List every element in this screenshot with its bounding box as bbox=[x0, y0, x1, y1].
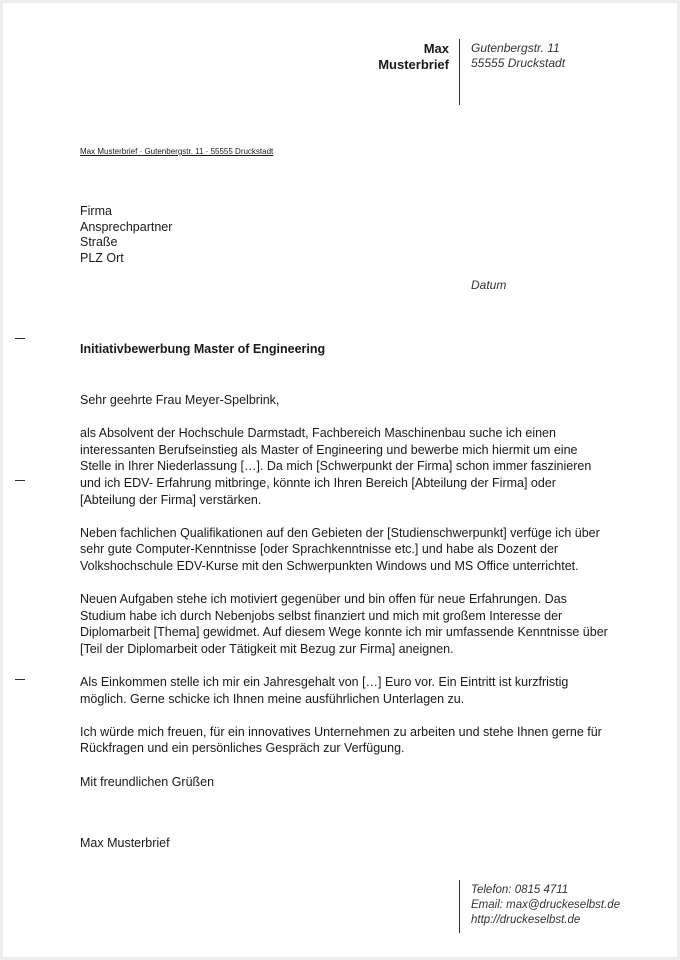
letter-body bbox=[80, 392, 610, 807]
letter-date: Datum bbox=[471, 278, 507, 292]
recipient-city: PLZ Ort bbox=[80, 250, 124, 265]
sender-name bbox=[378, 41, 449, 73]
contact-phone: Telefon: 0815 4711 bbox=[471, 884, 569, 896]
letter-page bbox=[3, 3, 677, 957]
footer-divider bbox=[459, 880, 460, 933]
sender-city: 55555 Druckstadt bbox=[471, 56, 566, 70]
fold-mark-bottom bbox=[15, 679, 25, 680]
body-paragraph: als Absolvent der Hochschule Darmstadt, Fachbereich Maschinenbau suche ich einen interessanten Berufseinstieg als Master of Engineering und bewerbe mich hiermit um eine Stelle in Ihrer Niederlassung […]. Da mich [Schwerpunkt der Firma] schon immer faszinieren und ich EDV- Erfahrung mitbringe, könnte ich Ihren Bereich [Abteilung der Firma] oder [Abteilung der Firma] verstärken. bbox=[80, 426, 592, 507]
contact-email: Email: max@druckeselbst.de bbox=[471, 899, 621, 911]
recipient-contact: Ansprechpartner bbox=[80, 219, 173, 234]
body-paragraph: Neben fachlichen Qualifikationen auf den Gebieten der [Studienschwerpunkt] verfüge ich über sehr gute Computer-Kenntnisse [oder Sprachkenntnisse etc.] und habe als Dozent der Volkshochschule EDV-Kurse mit den Schwerpunkten Windows und MS Office unterrichtet. bbox=[80, 525, 600, 573]
contact-block bbox=[471, 883, 620, 928]
recipient-block bbox=[80, 204, 172, 266]
sender-address bbox=[471, 41, 565, 71]
header-divider bbox=[459, 39, 460, 105]
recipient-street: Straße bbox=[80, 235, 118, 249]
sender-last-name: Musterbrief bbox=[378, 57, 449, 72]
recipient-company: Firma bbox=[80, 204, 112, 218]
letter-subject: Initiativbewerbung Master of Engineering bbox=[80, 342, 326, 356]
salutation: Sehr geehrte Frau Meyer-Spelbrink, bbox=[80, 393, 280, 407]
sender-first-name: Max bbox=[423, 41, 449, 56]
return-address-line: Max Musterbrief · Gutenbergstr. 11 · 55555 Druckstadt bbox=[80, 147, 274, 156]
closing: Mit freundlichen Grüßen bbox=[80, 774, 215, 789]
body-paragraph: Neuen Aufgaben stehe ich motiviert gegenüber und bin offen für neue Erfahrungen. Das Studium habe ich durch Nebenjobs selbst finanziert und mich mit großem Interesse der Diplomarbeit [Thema] gewidmet. Auf diesem Wege konnte ich mir umfassende Kenntnisse über [Teil der Diplomarbeit oder Tätigkeit mit Bezug zur Firma] aneignen. bbox=[80, 592, 608, 656]
fold-mark-top bbox=[15, 338, 25, 339]
body-paragraph: Ich würde mich freuen, für ein innovatives Unternehmen zu arbeiten und stehe Ihnen gerne für Rückfragen und ein persönliches Gespräch zur Verfügung. bbox=[80, 724, 602, 756]
punch-mark bbox=[15, 480, 25, 481]
contact-web: http://druckeselbst.de bbox=[471, 914, 581, 926]
signature-name: Max Musterbrief bbox=[80, 836, 170, 850]
body-paragraph: Als Einkommen stelle ich mir ein Jahresgehalt von […] Euro vor. Ein Eintritt ist kurzfristig möglich. Gerne schicke ich Ihnen meine ausführlichen Unterlagen zu. bbox=[80, 675, 569, 706]
sender-street: Gutenbergstr. 11 bbox=[471, 41, 560, 55]
